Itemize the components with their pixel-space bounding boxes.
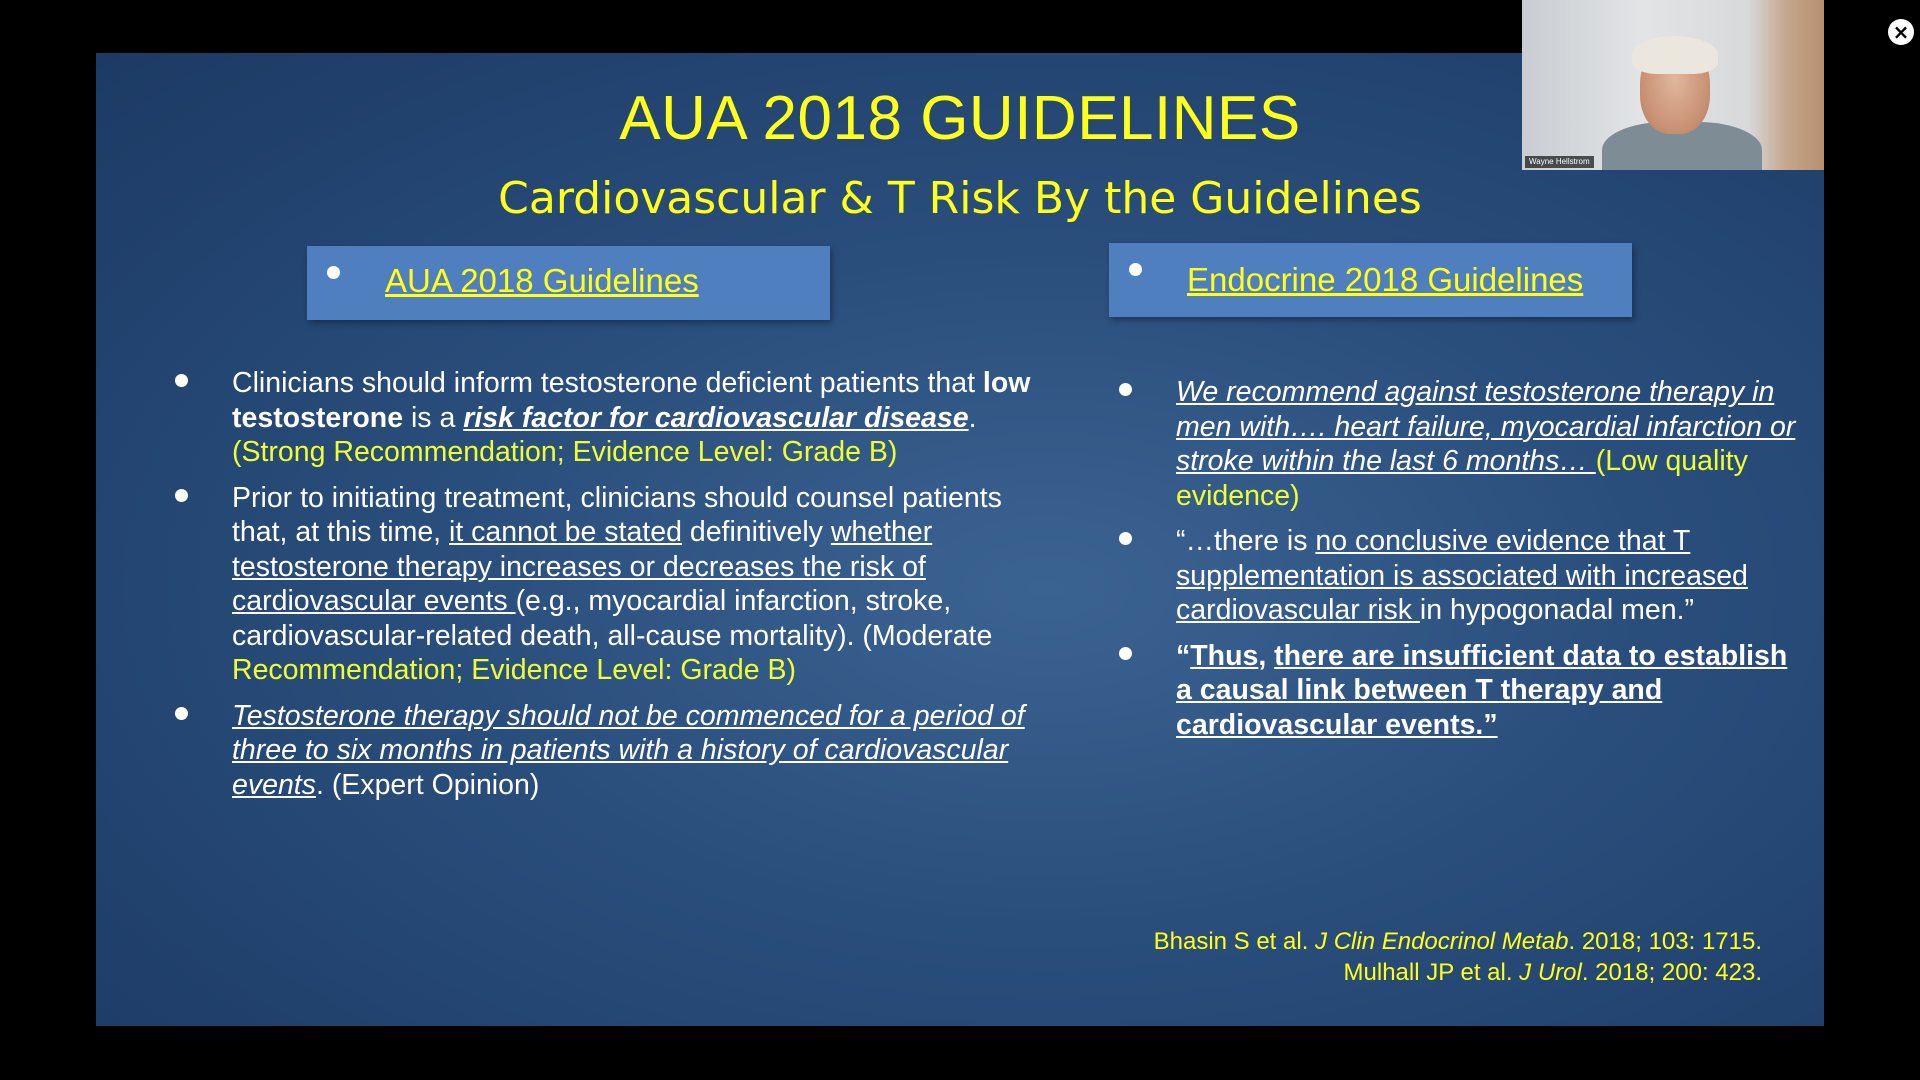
- bullet-emphasis: it cannot be stated: [449, 516, 682, 548]
- bullet-icon: [327, 266, 340, 279]
- bullet-icon: [1119, 383, 1132, 396]
- evidence-level: (Strong Recommendation; Evidence Level: Grade B): [232, 436, 898, 468]
- slide-subtitle: Cardiovascular & T Risk By the Guidelines: [498, 173, 1422, 224]
- bullet-emphasis: low testosterone: [232, 367, 1031, 434]
- references: [1154, 926, 1762, 988]
- bullet-text: in hypogonadal men.”: [1419, 594, 1695, 626]
- reference-journal: J Clin Endocrinol Metab: [1315, 928, 1569, 955]
- left-column-header: [307, 246, 830, 320]
- bullet-emphasis: no conclusive evidence that T supplementation is associated with increased cardiovascular risk: [1176, 525, 1748, 626]
- list-item: [1176, 524, 1796, 628]
- bullet-text: . (Expert Opinion): [315, 768, 540, 801]
- bullet-text: (e.g., myocardial infarction, stroke, cardiovascular-related death, all-cause mortality). (Moderate: [232, 585, 993, 652]
- reference-detail: . 2018; 103: 1715.: [1568, 928, 1762, 955]
- bullet-icon: [1129, 263, 1142, 276]
- reference-journal: J Urol: [1519, 959, 1582, 986]
- bullet-emphasis: Thus: [1190, 639, 1259, 672]
- bullet-icon: [175, 707, 188, 720]
- left-bullet-list: [232, 366, 1032, 813]
- list-item: [232, 481, 1032, 688]
- reference-authors: Mulhall JP et al.: [1343, 959, 1520, 986]
- reference-line: [1154, 926, 1762, 957]
- participant-video: [1632, 36, 1718, 74]
- slide: [96, 53, 1824, 1026]
- list-item: [232, 699, 1032, 803]
- right-header-label: Endocrine 2018 Guidelines: [1187, 261, 1584, 298]
- close-button[interactable]: ×: [1888, 19, 1914, 45]
- webcam-video-tile[interactable]: [1522, 0, 1824, 170]
- evidence-level: Recommendation; Evidence Level: Grade B): [232, 654, 796, 686]
- bullet-text: “: [1176, 639, 1191, 672]
- reference-line: [1154, 957, 1762, 988]
- bullet-text: “…there is: [1176, 525, 1316, 557]
- bullet-text: definitively: [681, 516, 831, 548]
- bullet-icon: [1119, 532, 1132, 545]
- right-bullet-list: [1176, 375, 1796, 753]
- bullet-icon: [175, 489, 188, 502]
- bullet-text: ,: [1258, 639, 1275, 672]
- bullet-emphasis: whether testosterone therapy increases or decreases the risk of cardiovascular events: [232, 516, 933, 617]
- bullet-emphasis: We recommend against testosterone therapy in men with…. heart failure, myocardial infarction or stroke within the last 6 months…: [1176, 376, 1796, 477]
- evidence-level: (Low quality evidence): [1176, 445, 1748, 512]
- bullet-emphasis: risk factor for cardiovascular disease: [463, 401, 969, 434]
- bullet-text: .: [968, 401, 977, 434]
- bullet-icon: [175, 374, 188, 387]
- reference-authors: Bhasin S et al.: [1153, 928, 1316, 955]
- bullet-icon: [1119, 647, 1132, 660]
- bullet-emphasis: Testosterone therapy should not be commenced for a period of three to six months in patients with a history of cardiovascular events: [232, 699, 1025, 801]
- list-item: [232, 366, 1032, 470]
- list-item: [1176, 639, 1796, 743]
- bullet-text: Prior to initiating treatment, clinicians should counsel patients that, at this time,: [232, 481, 1002, 548]
- slide-title: AUA 2018 GUIDELINES: [619, 84, 1301, 153]
- participant-name-tag: Wayne Hellstrom: [1525, 156, 1594, 168]
- bullet-text: Clinicians should inform testosterone deficient patients that: [232, 367, 983, 399]
- bullet-emphasis: there are insufficient data to establish a causal link between T therapy and cardiovascular events.”: [1176, 639, 1788, 741]
- left-header-label: AUA 2018 Guidelines: [385, 262, 699, 299]
- right-column-header: [1109, 243, 1632, 317]
- bullet-text: is a: [403, 401, 464, 434]
- list-item: [1176, 375, 1796, 513]
- reference-detail: . 2018; 200: 423.: [1581, 959, 1762, 986]
